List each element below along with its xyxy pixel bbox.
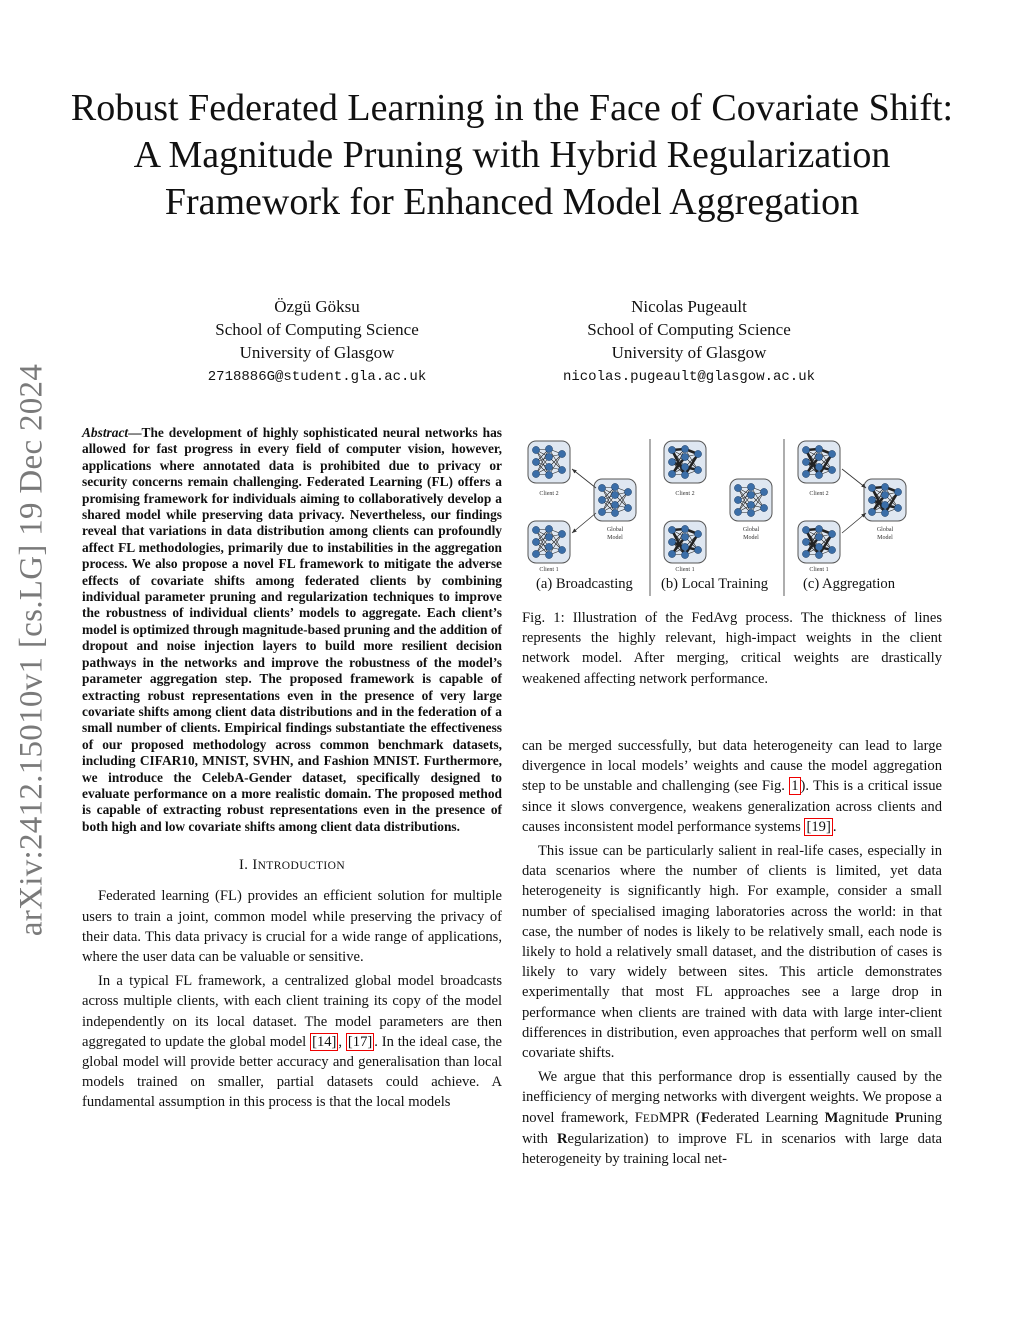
network-node — [734, 508, 741, 515]
diagram-label: Model — [743, 535, 759, 541]
author-dept: School of Computing Science — [587, 320, 791, 339]
network-node — [532, 550, 539, 557]
network-node — [545, 453, 552, 460]
diagram-label: Model — [877, 535, 893, 541]
text-run: , — [338, 1033, 346, 1050]
network-node — [868, 508, 875, 515]
network-node — [815, 543, 822, 550]
network-node — [558, 530, 565, 537]
network-node — [681, 463, 688, 470]
paper-title: Robust Federated Learning in the Face of Covariate Shift: A Magnitude Pruning with Hybrid Regularization Framework for Enhanced Model Aggregation — [70, 87, 954, 223]
network-node — [611, 483, 618, 490]
network-node — [894, 504, 901, 511]
network-node — [681, 533, 688, 540]
diagram-label: Client 1 — [809, 567, 829, 573]
section-title-initial: I — [252, 857, 258, 874]
network-node — [668, 458, 675, 465]
network-node — [611, 491, 618, 498]
network-node — [694, 546, 701, 553]
network-node — [760, 488, 767, 495]
author-dept: School of Computing Science — [215, 320, 419, 339]
right-column — [522, 736, 942, 1173]
network-node — [558, 466, 565, 473]
network-node — [545, 525, 552, 532]
text-run: ederated Learning — [709, 1109, 825, 1126]
network-node — [558, 546, 565, 553]
network-node — [802, 550, 809, 557]
network-node — [747, 491, 754, 498]
figure-sublabel: (a) Broadcasting — [536, 576, 633, 592]
network-node — [828, 546, 835, 553]
figure-caption: Fig. 1: Illustration of the FedAvg process. The thickness of lines represents the highly relevant, high-impact weights in the client network model. After merging, critical weights are drastically weakened affecting network performance. — [522, 610, 942, 687]
network-node — [868, 496, 875, 503]
diagram-label: Client 2 — [539, 491, 559, 497]
paragraph: This issue can be particularly salient in real-life cases, especially in data scenarios where the number of clients is limited, yet data heterogeneity is significantly high. For example, consider a small number of specialised imaging laboratories across the world: in that case, the number of nodes is likely to be relatively small, each node is likely to hold a relatively small dataset, and the distribution of cases is likely to vary widely between sites. This article demonstrates experimentally that most FL approaches see a large drop in performance when clients are trained with data with large inter-client differences in distribution, even approaches that perform well on small covariate shifts. — [522, 843, 942, 1062]
diagram-label: Client 2 — [809, 491, 829, 497]
text-run: We argue that this performance drop is essentially caused by the inefficiency of merging networks with divergent weights. We propose a novel framework, F — [522, 1069, 942, 1126]
acronym-letter: R — [556, 1130, 568, 1147]
network-node — [815, 533, 822, 540]
text-run: ). This is a critical issue since it slows convergence, weakens generalization across clients and causes inconsistent model performance systems — [522, 778, 943, 835]
author-name: Özgü Göksu — [274, 297, 360, 316]
diagram-label: Client 2 — [675, 491, 695, 497]
network-node — [894, 488, 901, 495]
arrow-line — [572, 513, 596, 533]
network-node — [668, 538, 675, 545]
network-node — [694, 466, 701, 473]
section-title-rest: NTRODUCTION — [257, 860, 346, 873]
network-node — [760, 504, 767, 511]
author-email[interactable]: 2718886G@student.gla.ac.uk — [207, 369, 427, 385]
network-node — [815, 453, 822, 460]
network-node — [624, 488, 631, 495]
arrow-line — [842, 513, 866, 533]
network-node — [545, 463, 552, 470]
network-node — [734, 496, 741, 503]
network-node — [828, 466, 835, 473]
diagram-label: Client 1 — [675, 567, 695, 573]
network-node — [868, 484, 875, 491]
text-run: can be merged successfully, but data heterogeneity can lead to large divergence in local models’ weights and cause the model aggregation step to be unstable and challenging (see Fig. — [522, 738, 942, 795]
left-column — [82, 425, 502, 1117]
network-node — [881, 483, 888, 490]
diagram-label: Global — [876, 527, 894, 533]
network-node — [881, 501, 888, 508]
network-node — [828, 530, 835, 537]
network-node — [681, 525, 688, 532]
figure-sublabel: (b) Local Training — [661, 576, 769, 592]
network-node — [532, 470, 539, 477]
diagram-label: Global — [742, 527, 760, 533]
author-name: Nicolas Pugeault — [631, 297, 747, 316]
network-node — [668, 446, 675, 453]
arxiv-side-identifier — [12, 355, 52, 945]
network-node — [815, 471, 822, 478]
section-number: I. — [238, 857, 249, 874]
network-node — [668, 526, 675, 533]
network-node — [532, 458, 539, 465]
arxiv-id-text: arXiv:2412.15010v1 [cs.LG] 19 Dec 2024 — [13, 363, 50, 937]
acronym-letter: P — [894, 1109, 904, 1126]
network-node — [815, 525, 822, 532]
section-heading — [82, 855, 502, 876]
network-node — [802, 446, 809, 453]
paragraph — [522, 736, 942, 837]
network-node — [545, 543, 552, 550]
network-node — [694, 450, 701, 457]
network-node — [802, 470, 809, 477]
network-node — [681, 471, 688, 478]
network-node — [611, 509, 618, 516]
network-node — [802, 538, 809, 545]
abstract: Abstract—The development of highly sophisticated neural networks has allowed for fast progress in every field of computer vision, however, applications where annotated data is prohibited due to privacy or security concerns remain challenging. Federated Learning (FL) offers a promising framework for individuals aiming to collaboratively develop a shared model while preserving data privacy. Nevertheless, our findings reveal that variations in data distribution among clients can profoundly affect FL methodologies, primarily due to instabilities in the aggregation process. We also propose a novel FL framework to mitigate the adverse effects of covariate shifts among federated clients by combining individual parameter pruning and regularization techniques to improve the robustness of individual clients’ models to aggregate. Each client’s model is optimized through magnitude-based pruning and the addition of dropout and noise injection layers to build more resilient decision pathways in the networks and improve the robustness of the model’s parameter aggregation step. The proposed framework is capable of extracting robust representations even in the presence of very large covariate shifts among client data distributions and in the federation of a small number of clients. Empirical findings substantiate the effectiveness of our proposed methodology across common benchmark datasets, including CIFAR10, MNIST, SVHN, and Fashion MNIST. Furthermore, we introduce the CelebA-Gender dataset, specifically designed to evaluate performance on a more realistic domain. The proposed method is capable of extracting robust representations even in the presence of both high and low covariate shifts among client data distributions. — [82, 425, 502, 834]
network-node — [747, 501, 754, 508]
network-node — [545, 445, 552, 452]
network-node — [681, 445, 688, 452]
text-run: In a typical FL framework, a centralized global model broadcasts across multiple clients, with each client training its copy of the model independently on its local dataset. The model parameters are then aggregated to update the global model — [82, 973, 502, 1050]
network-node — [747, 483, 754, 490]
network-node — [598, 508, 605, 515]
text-run: . — [832, 818, 837, 835]
paragraph — [82, 971, 502, 1112]
network-node — [881, 509, 888, 516]
network-node — [802, 526, 809, 533]
network-node — [681, 543, 688, 550]
network-node — [545, 533, 552, 540]
network-node — [694, 530, 701, 537]
diagram-label: Client 1 — [539, 567, 559, 573]
author-block-1 — [157, 295, 477, 389]
network-node — [545, 551, 552, 558]
network-node — [598, 484, 605, 491]
author-org: University of Glasgow — [611, 343, 767, 362]
figure-sublabel: (c) Aggregation — [803, 576, 895, 592]
acronym-letter: F — [700, 1109, 710, 1126]
acronym-letter: M — [824, 1109, 839, 1126]
author-block-2 — [529, 295, 849, 389]
citation-link[interactable]: [19] — [806, 818, 831, 835]
abstract-lead: Abstract — [82, 425, 129, 440]
diagram-label: Model — [607, 535, 623, 541]
network-node — [668, 550, 675, 557]
text-run: runing with — [522, 1109, 942, 1147]
network-node — [734, 484, 741, 491]
network-node — [828, 450, 835, 457]
network-node — [815, 463, 822, 470]
network-node — [815, 551, 822, 558]
network-node — [747, 509, 754, 516]
text-run: . In the ideal case, the global model will provide better accuracy and generalisation than local models trained on smaller, partial datasets could achieve. A fundamental assumption in this process is that the local models — [82, 1033, 503, 1111]
figure-diagram — [522, 420, 942, 596]
network-node — [815, 445, 822, 452]
citation-link[interactable]: [14] — [312, 1033, 337, 1050]
figure-1 — [522, 420, 942, 600]
network-node — [611, 501, 618, 508]
text-run: egularization) to improve FL in scenarios with large data heterogeneity by training local net- — [522, 1130, 942, 1168]
network-node — [624, 504, 631, 511]
network-node — [881, 491, 888, 498]
paragraph — [522, 1067, 942, 1169]
network-node — [681, 453, 688, 460]
network-node — [545, 471, 552, 478]
author-org: University of Glasgow — [239, 343, 395, 362]
network-node — [532, 538, 539, 545]
network-node — [668, 470, 675, 477]
network-node — [598, 496, 605, 503]
text-run: MPR ( — [658, 1109, 701, 1126]
network-node — [532, 446, 539, 453]
figure-ref-link[interactable]: 1 — [791, 778, 799, 795]
network-node — [558, 450, 565, 457]
paragraph: Federated learning (FL) provides an efficient solution for multiple users to train a joint, common model while preserving the privacy of their data. This data privacy is crucial for a wide range of applications, where the user data can be valuable or sensitive. — [82, 888, 502, 965]
network-node — [802, 458, 809, 465]
citation-link[interactable]: [17] — [347, 1033, 373, 1050]
network-node — [532, 526, 539, 533]
author-email[interactable]: nicolas.pugeault@glasgow.ac.uk — [562, 369, 816, 385]
abstract-text: The development of highly sophisticated neural networks has allowed for fast progress in every field of computer vision, however, applications where annotated data is prohibited due to privacy or security concerns remain challenging. Federated Learning (FL) offers a promising framework for individuals aiming to collaboratively develop a shared model while preserving data privacy. Nevertheless, our findings reveal that variations in data distribution among clients can profoundly affect FL methodologies, primarily due to instabilities in the aggregation process. We also propose a novel FL framework to mitigate the adverse effects of covariate shifts among federated clients by combining individual parameter pruning and regularization techniques to improve the robustness of individual clients’ models to aggregate. Each client’s model is optimized through magnitude-based pruning and the addition of dropout and noise injection layers to build more resilient decision pathways in the networks and improve the robustness of the model’s parameter aggregation step. The proposed framework is capable of extracting robust representations even in the presence of very large covariate shifts among client data distributions and in the federation of a small number of clients. Empirical findings substantiate the effectiveness of our proposed methodology across common benchmark datasets, including CIFAR10, MNIST, SVHN, and Fashion MNIST. Furthermore, we introduce the CelebA-Gender dataset, specifically designed to evaluate performance on a more realistic domain. The proposed method is capable of extracting robust representations even in the presence of both high and low covariate shifts among client data distributions. — [82, 425, 502, 834]
network-node — [681, 551, 688, 558]
diagram-label: Global — [606, 527, 624, 533]
text-run: ED — [642, 1112, 659, 1125]
text-run: agnitude — [838, 1109, 895, 1126]
